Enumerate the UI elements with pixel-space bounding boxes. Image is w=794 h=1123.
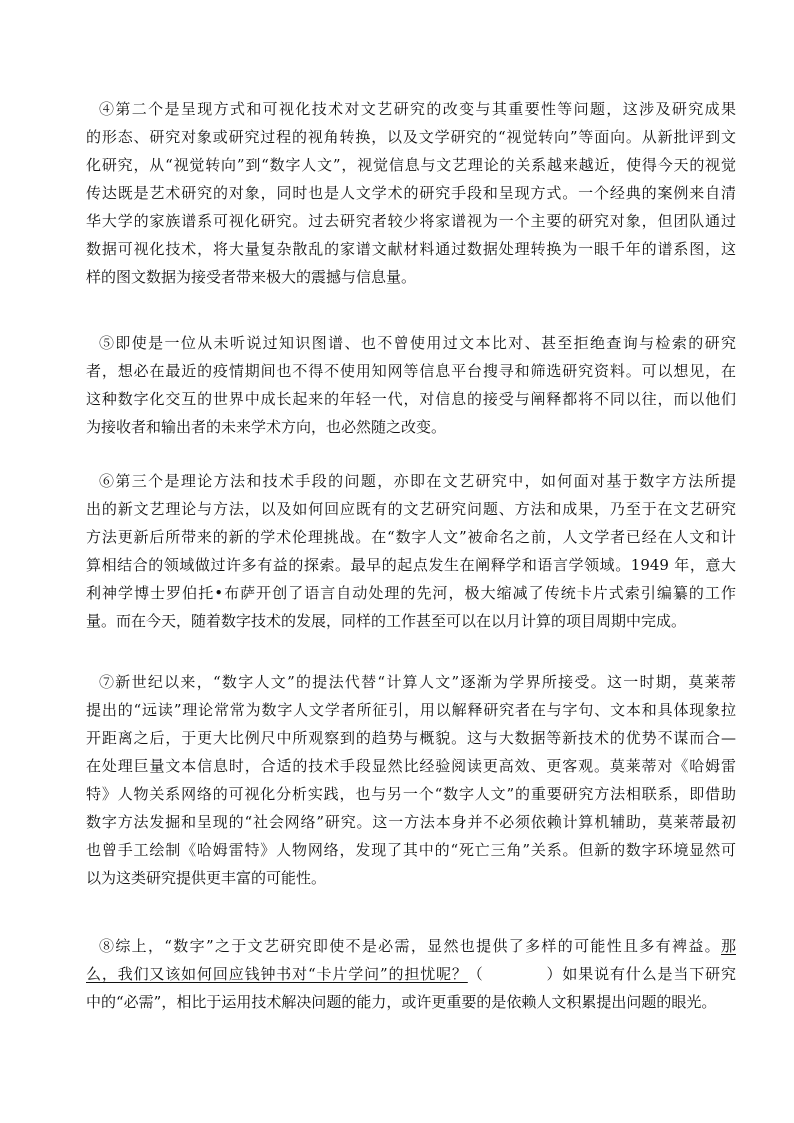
text-line <box>86 960 736 988</box>
text-line: 也曾手工绘制《哈姆雷特》人物网络，发现了其中的“死亡三角”关系。但新的数字环境显然可 <box>86 841 736 859</box>
underlined-question: 么，我们又该如何回应钱钟书对“卡片学问”的担忧呢？ <box>86 965 468 983</box>
text-line: 在处理巨量文本信息时，合适的技术手段显然比经验阅读更高效、更客观。莫莱蒂对《哈姆雷 <box>86 757 736 775</box>
text-line: 特》人物关系网络的可视化分析实践，也与另一个“数字人文”的重要研究方法相联系，即借助 <box>86 785 736 803</box>
paragraph-4 <box>86 95 736 291</box>
text-line: 中的“必需”，相比于运用技术解决问题的能力，或许更重要的是依赖人文积累提出问题的眼光。 <box>86 993 717 1011</box>
text-line: 者，想必在最近的疫情期间也不得不使用知网等信息平台搜寻和筛选研究资料。可以想见，在 <box>86 362 736 380</box>
text-line: 这种数字化交互的世界中成长起来的年轻一代，对信息的接受与阐释都将不同以往，而以他们 <box>86 390 736 408</box>
paragraph-5 <box>86 329 736 441</box>
text-line: 以为这类研究提供更丰富的可能性。 <box>86 869 327 887</box>
answer-bracket-open: （ <box>467 965 484 983</box>
text-line: ⑥第三个是理论方法和技术手段的问题，亦即在文艺研究中，如何面对基于数字方法所提 <box>99 472 736 490</box>
text-line: 为接收者和输出者的未来学术方向，也必然随之改变。 <box>86 418 447 436</box>
text-line: ⑦新世纪以来，“数字人文”的提法代替“计算人文”逐渐为学界所接受。这一时期，莫莱蒂 <box>99 673 736 691</box>
paragraph-6 <box>86 467 736 635</box>
text-line: 算相结合的领域做过许多有益的探索。最早的起点发生在阐释学和语言学领域。1949 年，意大 <box>86 556 736 574</box>
text-line: 出的新文艺理论与方法，以及如何回应既有的文艺研究问题、方法和成果，乃至于在文艺研究 <box>86 500 736 518</box>
text-line: 利神学博士罗伯托•布萨开创了语言自动处理的先河，极大缩减了传统卡片式索引编纂的工作 <box>86 584 736 602</box>
text-line <box>86 932 736 960</box>
underlined-question-start: 那 <box>720 937 736 955</box>
text-line: 方法更新后所带来的新的学术伦理挑战。在“数字人文”被命名之前，人文学者已经在人文和计 <box>86 528 736 546</box>
answer-bracket-close: ） <box>545 965 563 983</box>
text-line: 开距离之后，于更大比例尺中所观察到的趋势与概貌。这与大数据等新技术的优势不谋而合— <box>86 729 736 747</box>
text-line: 量。而在今天，随着数字技术的发展，同样的工作甚至可以在以月计算的项目周期中完成。 <box>86 612 687 630</box>
text-line: ④第二个是呈现方式和可视化技术对文艺研究的改变与其重要性等问题，这涉及研究成果 <box>99 100 736 118</box>
text-line: 数据可视化技术，将大量复杂散乱的家谱文献材料通过数据处理转换为一眼千年的谱系图，这 <box>86 240 736 258</box>
paragraph-8 <box>86 932 736 1016</box>
text-run: ⑧综上，“数字”之于文艺研究即使不是必需，显然也提供了多样的可能性且多有裨益。 <box>99 937 721 955</box>
text-line: 数字方法发掘和呈现的“社会网络”研究。这一方法本身并不必须依赖计算机辅助，莫莱蒂最初 <box>86 813 736 831</box>
paragraph-7 <box>86 668 736 892</box>
text-line: 华大学的家族谱系可视化研究。过去研究者较少将家谱视为一个主要的研究对象，但团队通过 <box>86 212 736 230</box>
text-line: ⑤即使是一位从未听说过知识图谱、也不曾使用过文本比对、甚至拒绝查询与检索的研究 <box>99 334 736 352</box>
text-line: 的形态、研究对象或研究过程的视角转换，以及文学研究的“视觉转向”等面向。从新批评到文 <box>86 128 736 146</box>
text-line: 提出的“远读”理论常常为数字人文学者所征引，用以解释研究者在与字句、文本和具体现象拉 <box>86 701 736 719</box>
text-line: 化研究，从“视觉转向”到“数字人文”，视觉信息与文艺理论的关系越来越近，使得今天的视觉 <box>86 156 736 174</box>
text-line: 传达既是艺术研究的对象，同时也是人文学术的研究手段和呈现方式。一个经典的案例来自清 <box>86 184 736 202</box>
text-line: 样的图文数据为接受者带来极大的震撼与信息量。 <box>86 268 417 286</box>
text-run: 如果说有什么是当下研究 <box>562 965 736 983</box>
